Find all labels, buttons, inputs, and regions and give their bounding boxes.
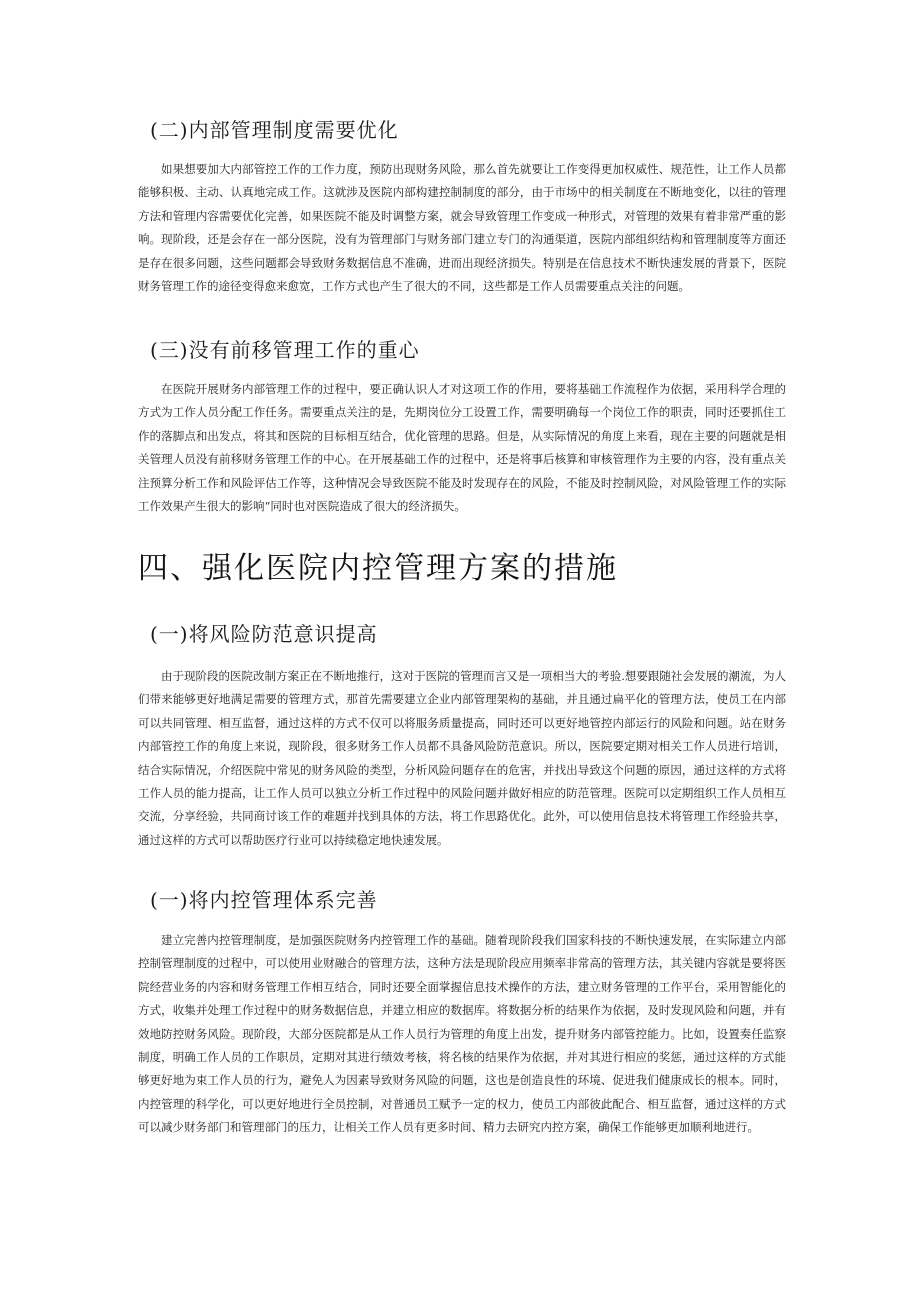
section-heading-control-system: (一)将内控管理体系完善 xyxy=(150,888,378,912)
section-heading-internal-management: (二)内部管理制度需要优化 xyxy=(150,118,399,142)
section-heading-management-focus: (三)没有前移管理工作的重心 xyxy=(150,338,420,362)
paragraph-management-focus: 在医院开展财务内部管理工作的过程中，要正确认识人才对这项工作的作用，要将基础工作流程作为依据，采用科学合理的方式为工作人员分配工作任务。需要重点关注的是，先期岗位分工设置工作，需要明确每一个岗位工作的职责，同时还要抓住工作的落脚点和出发点，将其和医院的目标相互结合，优化管理的思路。但是，从实际情况的角度上来看，现在主要的问题就是相关管理人员没有前移财务管理工作的中心。在开展基础工作的过程中，还是将事后核算和审核管理作为主要的内容，没有重点关注预算分析工作和风险评估工作等，这种情况会导致医院不能及时发现存在的风险，不能及时控制风险，对风险管理工作的实际工作效果产生很大的影响“同时也对医院造成了很大的经济损失。 xyxy=(138,382,786,514)
paragraph-control-system: 建立完善内控管理制度，是加强医院财务内控管理工作的基础。随着现阶段我们国家科技的不断快速发展，在实际建立内部控制管理制度的过程中，可以使用业财融合的管理方法，这种方法是现阶段应用频率非常高的管理方法，其关键内容就是要将医院经营业务的内容和财务管理工作相互结合，同时还要全面掌握信息技术操作的方法，建立财务管理的工作平台，采用智能化的方式，收集并处理工作过程中的财务数据信息，并建立相应的数据库。将数据分析的结果作为依据，及时发现风险和问题，并有效地防控财务风险。现阶段，大部分医院都是从工作人员行为管理的角度上出发，提升财务内部管控能力。比如，设置奏任监察制度，明确工作人员的工作职员，定期对其进行绩效考核，将名核的结果作为依据，并对其进行相应的奖惩，通过这样的方式能够更好地为束工作人员的行为，避免人为因素导致财务风险的问题，这也是创造良性的环境、促进我们健康成长的根本。同时，内控管理的科学化，可以更好地进行全员控制，对普通员工赋予一定的权力，使员工内部彼此配合、相互监督，通过这样的方式可以减少财务部门和管理部门的压力，让相关工作人员有更多时间、精力去研究内控方案，确保工作能够更加顺利地进行。 xyxy=(138,933,786,1135)
section-heading-risk-awareness: (一)将风险防范意识提高 xyxy=(150,622,378,646)
paragraph-internal-management: 如果想要加大内部管控工作的工作力度，预防出现财务风险，那么首先就要让工作变得更加权威性、规范性，让工作人员都能够积极、主动、认真地完成工作。这就涉及医院内部构建控制制度的部分，由于市场中的相关制度在不断地变化，以往的管理方法和管理内容需要优化完善，如果医院不能及时调整方案，就会导致管理工作变成一种形式，对管理的效果有着非常严重的影响。现阶段，还是会存在一部分医院，没有为管理部门与财务部门建立专门的沟通渠道，医院内部组织结构和管理制度等方面还是存在很多问题，这些问题都会导致财务数据信息不准确，进而出现经济损失。特别是在信息技术不断快速发展的背景下，医院财务管理工作的途径变得愈来愈宽，工作方式也产生了很大的不同，这些都是工作人员需要重点关注的问题。 xyxy=(138,162,786,294)
paragraph-risk-awareness: 由于现阶段的医院改制方案正在不断地推行，这对于医院的管理而言又是一项相当大的考验.想要跟随社会发展的潮流，为人们带来能够更好地满足需要的管理方式，那首先需要建立企业内部管理架构的基础，并且通过扁平化的管理方法，使员工在内部可以共同管理、相互监督，通过这样的方式不仅可以将服务质量提高，同时还可以更好地管控内部运行的风险和问题。站在财务内部管控工作的角度上来说，现阶段，很多财务工作人员都不具备风险防范意识。所以，医院要定期对相关工作人员进行培训，结合实际情况，介绍医院中常见的财务风险的类型，分析风险问题存在的危害，并找出导致这个问题的原因，通过这样的方式将工作人员的能力提高，让工作人员可以独立分析工作过程中的风险问题并做好相应的防范管理。医院可以定期组织工作人员相互交流，分享经验，共同商讨该工作的难题并找到具体的方法，将工作思路优化。此外，可以使用信息技术将管理工作经验共享，通过这样的方式可以帮助医疗行业可以持续稳定地快速发展。 xyxy=(138,669,786,847)
main-heading: 四、强化医院内控管理方案的措施 xyxy=(138,551,618,586)
